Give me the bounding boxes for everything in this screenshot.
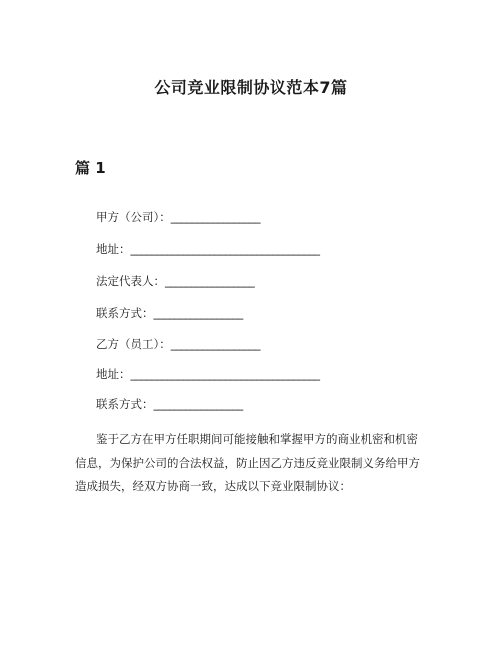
field-label: 乙方（员工）： xyxy=(96,337,171,351)
field-party-b-address xyxy=(96,366,320,382)
field-label: 联系方式： xyxy=(96,397,154,411)
paragraph-line: 造成损失，经双方协商一致，达成以下竞业限制协议： xyxy=(75,479,351,493)
field-blank: ____________________________________ xyxy=(130,242,320,256)
field-label: 联系方式： xyxy=(96,306,154,320)
field-blank: _________________ xyxy=(153,397,243,411)
field-party-b-employee xyxy=(96,336,260,352)
field-party-a-company xyxy=(96,209,260,225)
field-label: 地址： xyxy=(96,367,131,381)
field-legal-representative xyxy=(96,273,254,289)
field-blank: _________________ xyxy=(153,306,243,320)
field-label: 地址： xyxy=(96,242,131,256)
field-blank: ____________________________________ xyxy=(130,367,320,381)
preamble-paragraph xyxy=(75,428,427,499)
field-party-b-contact xyxy=(96,396,243,412)
section-heading: 篇 1 xyxy=(75,159,106,177)
field-blank: _________________ xyxy=(165,274,255,288)
field-label: 甲方（公司）： xyxy=(96,210,171,224)
field-blank: _________________ xyxy=(170,210,260,224)
document-title: 公司竞业限制协议范本7篇 xyxy=(154,78,348,97)
field-blank: _________________ xyxy=(170,337,260,351)
paragraph-line: 鉴于乙方在甲方任职期间可能接触和掌握甲方的商业机密和机密 xyxy=(96,432,418,446)
paragraph-line: 信息，为保护公司的合法权益，防止因乙方违反竞业限制义务给甲方 xyxy=(75,455,420,470)
field-party-a-address xyxy=(96,241,320,257)
field-label: 法定代表人： xyxy=(96,274,165,288)
field-party-a-contact xyxy=(96,305,243,321)
